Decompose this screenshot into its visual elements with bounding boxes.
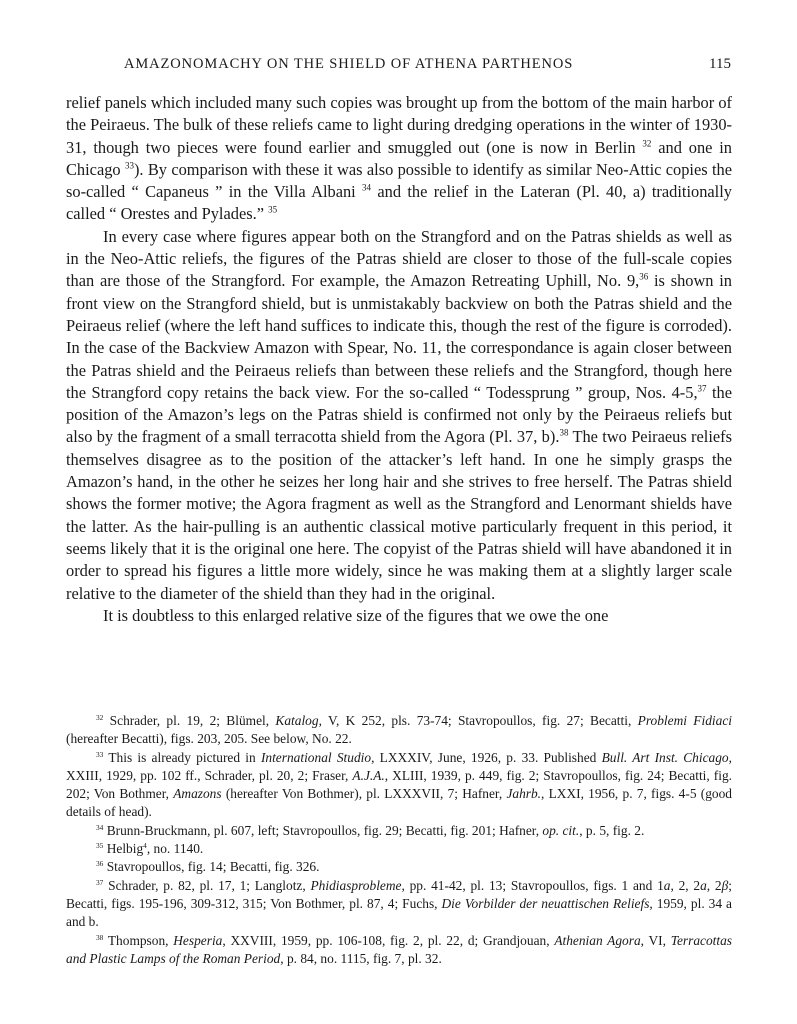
footnote-italic: Amazons — [173, 786, 222, 802]
paragraph-3: It is doubtless to this enlarged relative size of the figures that we owe the one — [103, 605, 609, 625]
footnote-ref-38[interactable]: 38 — [559, 428, 569, 439]
footnote-text: ; Becatti, figs. 195-196, 309-312, 315; Von Bothmer, pl. 87, 4; Fuchs, — [66, 877, 733, 911]
footnote-italic: Jahrb. — [506, 786, 542, 802]
footnote-text: , XLIII, 1939, p. 449, fig. 2; Stavropoullos, fig. 24; Becatti, fig. 202; Von Bothmer, — [66, 767, 732, 802]
footnote-text: , pp. 41-42, pl. 13; Stavropoullos, figs. 1 and 1 — [401, 877, 664, 893]
footnote-ref-34[interactable]: 34 — [362, 182, 372, 193]
footnote-italic: Bull. Art Inst. Chicago — [601, 749, 729, 765]
footnotes — [66, 712, 732, 968]
footnote-text: Brunn-Bruckmann, pl. 607, left; Stavropoullos, fig. 29; Becatti, fig. 201; Hafner, — [103, 822, 543, 838]
footnote-italic: a — [663, 877, 671, 893]
paragraph-2-text-a: In every case where figures appear both on the Strangford and on the Patras shields as well as in the Neo-Attic reliefs, the figures of the Patras shield are closer to those of the full-scale copies than are those of the Strangford. For example, the Amazon Retreating Uphill, No. 9, — [66, 226, 732, 291]
footnote-text: Stavropoullos, fig. 14; Becatti, fig. 326. — [103, 859, 320, 875]
footnote-italic: a — [700, 877, 707, 893]
footnote-ref-32[interactable]: 32 — [642, 138, 652, 149]
footnote-34 — [66, 822, 732, 840]
footnote-ref-37[interactable]: 37 — [697, 383, 707, 394]
paragraph-2-text-b: is shown in front view on the Strangford shield, but is unmistakably backview on both the Patras shield and the Peiraeus relief (where the left hand suffices to indicate this, though the rest of the figure is corroded). In the case of the Backview Amazon with Spear, No. 11, the correspondance is again closer between the Patras shield and the Peiraeus reliefs than between these reliefs and the Strangford, though here the Strangford copy retains the back view. For the so-called “ Todessprung ” group, Nos. 4-5, — [66, 271, 733, 402]
footnote-text: (hereafter Von Bothmer), pl. LXXXVII, 7; Hafner, — [221, 786, 507, 802]
footnote-italic: International Studio — [260, 749, 372, 765]
footnote-text: Schrader, pl. 19, 2; Blümel, — [103, 713, 276, 728]
footnote-number: 34 — [96, 822, 104, 832]
paragraph-1-text-d: and the relief in the Lateran (Pl. 40, a) traditionally called “ Orestes and Pylades.” — [66, 182, 732, 224]
footnote-italic: Athenian Agora — [554, 932, 641, 948]
footnote-text: , 2 — [706, 877, 722, 893]
paragraph-1-text-a: relief panels which included many such copies was brought up from the bottom of the main harbor of the Peiraeus. The bulk of these reliefs came to light during dredging operations in the winter of 1930-31, though two pieces were found earlier and smuggled out (one is now in Berlin — [66, 93, 732, 157]
page-number: 115 — [709, 56, 731, 72]
body-text — [66, 92, 732, 627]
paragraph-2 — [66, 226, 732, 605]
footnote-number: 37 — [96, 877, 104, 887]
footnote-italic: Hesperia — [173, 932, 223, 948]
footnote-ref-35[interactable]: 35 — [268, 205, 278, 216]
footnote-number: 33 — [96, 749, 104, 759]
footnote-text: , 1959, pl. 34 a and b. — [66, 895, 733, 930]
footnote-text: Thompson, — [103, 932, 174, 948]
footnote-33 — [66, 749, 732, 822]
footnote-ref-36[interactable]: 36 — [639, 272, 649, 283]
footnote-text: , no. 1140. — [146, 841, 204, 857]
footnote-ref-33[interactable]: 33 — [124, 160, 134, 171]
footnote-text: , LXXXIV, June, 1926, p. 33. Published — [371, 749, 602, 765]
footnote-number: 35 — [96, 840, 104, 850]
paragraph-2-text-c: the position of the Amazon’s legs on the Patras shield is confirmed not only by the Peiraeus reliefs but also by the fragment of a small terracotta shield from the Agora (Pl. 37, b). — [66, 382, 733, 447]
paragraph-1-text-c: ). By comparison with these it was also possible to identify as similar Neo-Attic copies the so-called “ Capaneus ” in the Villa Albani — [66, 159, 732, 202]
footnote-italic: op. cit. — [542, 822, 580, 838]
footnote-text: , XXIII, 1929, pp. 102 ff., Schrader, pl. 20, 2; Fraser, — [66, 749, 732, 783]
footnote-number: 36 — [96, 859, 104, 869]
paragraph-1 — [66, 92, 732, 226]
footnote-italic: A.J.A. — [352, 767, 385, 783]
running-title: AMAZONOMACHY ON THE SHIELD OF ATHENA PARTHENOS — [124, 56, 574, 72]
footnote-text: , LXXI, 1956, p. 7, figs. 4-5 (good details of head). — [66, 786, 732, 820]
footnote-number: 32 — [96, 712, 104, 722]
edition-superscript: 4 — [143, 840, 147, 850]
footnote-number: 38 — [96, 932, 104, 942]
footnote-text: , 2, 2 — [670, 877, 701, 893]
footnote-32 — [66, 712, 732, 749]
footnote-italic: Terracottas and Plastic Lamps of the Roman Period — [66, 932, 733, 966]
running-header — [66, 56, 731, 78]
footnote-italic: β — [721, 877, 729, 893]
footnote-text: , VI, — [640, 932, 671, 948]
footnote-35 — [66, 840, 732, 858]
footnote-text: , V, K 252, pls. 73-74; Stavropoullos, fig. 27; Becatti, — [318, 713, 638, 728]
footnote-36 — [66, 858, 732, 876]
paragraph-2-text-d: The two Peiraeus reliefs themselves disagree as to the position of the attacker’s left hand. In one he simply grasps the Amazon’s hand, in the other he seizes her long hair and she strives to free herself. The Patras shield shows the former motive; the Agora fragment as well as the Strangford and Lenormant shields have the latter. As the hair-pulling is an authentic classical motive particularly frequent in this period, it seems likely that it is the original one here. The copyist of the Patras shield will have abandoned it in order to spread his figures a little more widely, since he was making them at a slightly larger scale relative to the diameter of the shield than they had in the original. — [66, 427, 732, 603]
footnote-text: Helbig — [103, 841, 144, 857]
footnote-37 — [66, 877, 732, 932]
paragraph-1-text-b: and one in Chicago — [66, 137, 732, 179]
footnote-text: , XXVIII, 1959, pp. 106-108, fig. 2, pl. 22, d; Grandjouan, — [222, 932, 555, 948]
footnote-text: , p. 84, no. 1115, fig. 7, pl. 32. — [280, 950, 442, 966]
footnote-italic: Die Vorbilder der neuattischen Reliefs — [441, 895, 650, 911]
footnote-text: , p. 5, fig. 2. — [579, 822, 645, 838]
footnote-italic: Phidiasprobleme — [310, 877, 402, 893]
footnote-38 — [66, 932, 732, 969]
footnote-text: (hereafter Becatti), figs. 203, 205. See below, No. 22. — [66, 731, 352, 747]
footnote-text: This is already pictured in — [103, 749, 261, 765]
footnote-italic: Katalog — [275, 713, 319, 728]
footnote-text: Schrader, p. 82, pl. 17, 1; Langlotz, — [103, 877, 311, 893]
footnote-italic: Problemi Fidiaci — [637, 713, 732, 728]
